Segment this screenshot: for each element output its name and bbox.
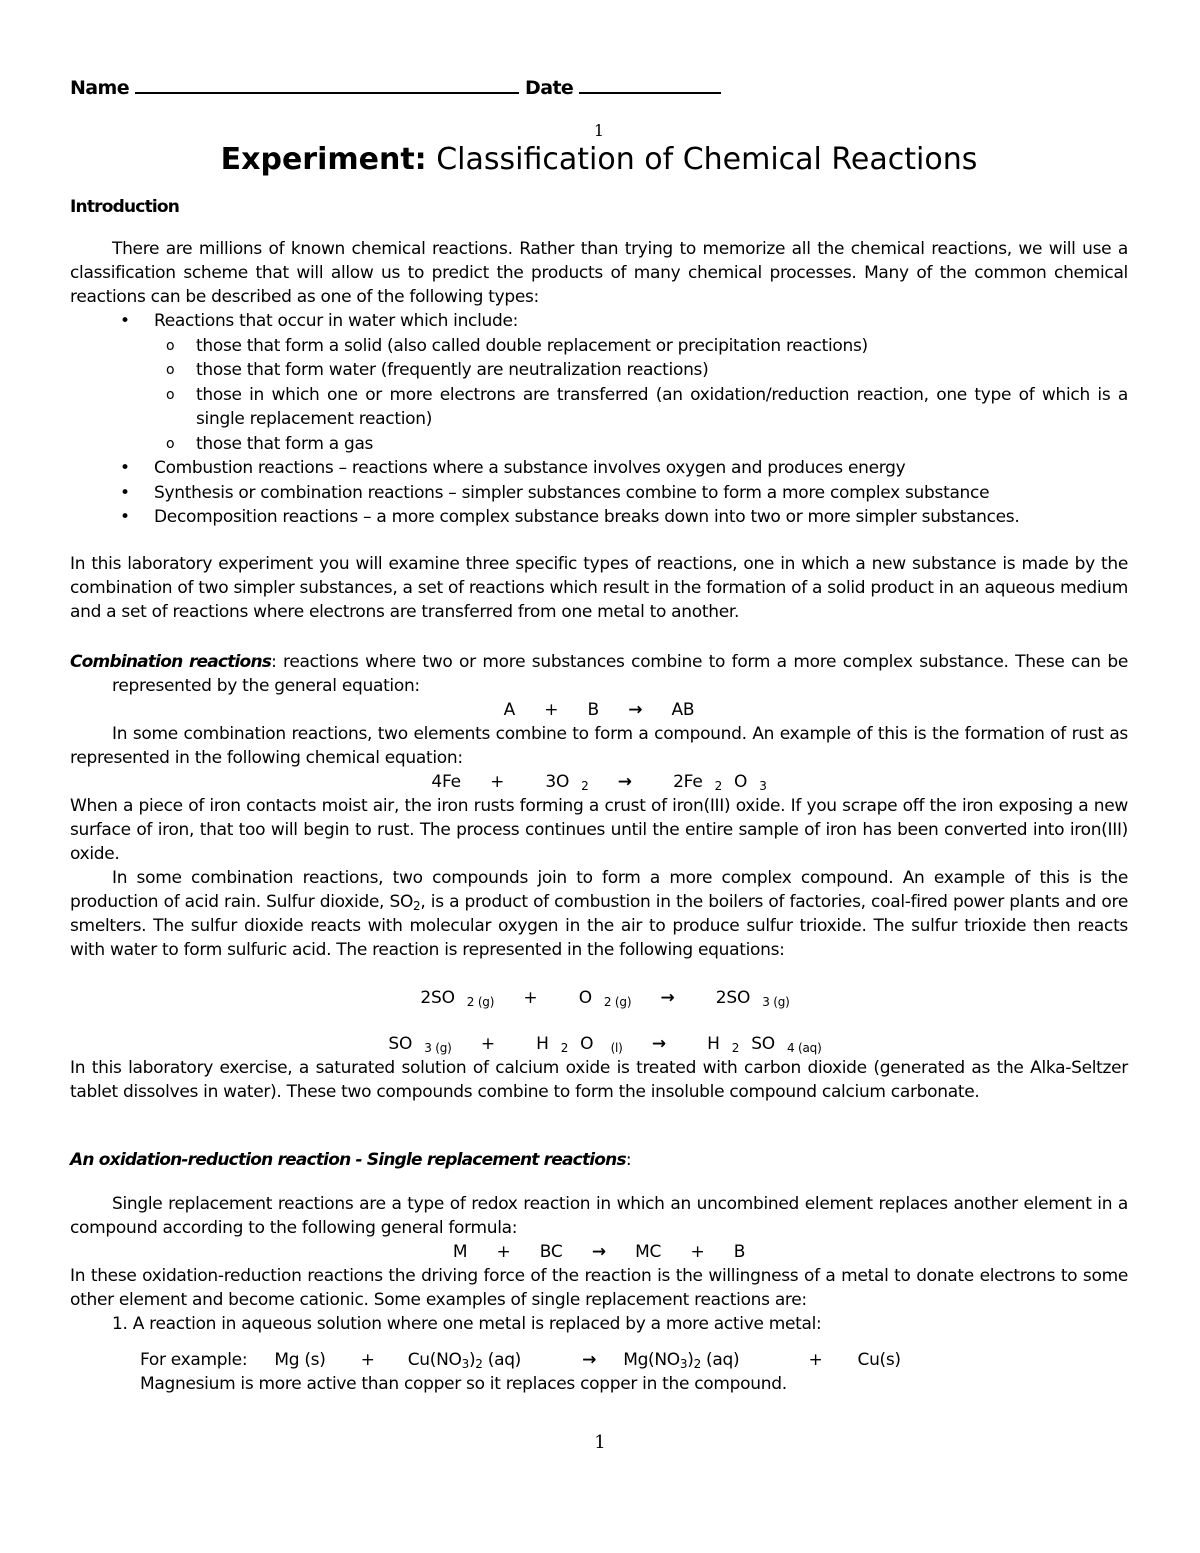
combination-heading: Combination reactions <box>70 651 272 672</box>
date-label: Date <box>525 77 574 99</box>
reaction-types-list <box>70 309 1128 530</box>
redox-item-1: 1. A reaction in aqueous solution where one metal is replaced by a more active metal: <box>112 1313 822 1334</box>
list-item: • Reactions that occur in water which include: o those that form a solid (also called double replacement or precipitation reactions) o those that form water (frequently are neutralization reactions) o those in which one or more electrons are transferred (an oxidation/reduction reaction, one type of which is a single replacement reaction) o those that form a gas <box>118 309 1128 456</box>
combination-intro: Combination reactions: reactions where two or more substances combine to form a more complex substance. These can be represented by the general equation: <box>70 651 1128 696</box>
example-note: Magnesium is more active than copper so it replaces copper in the compound. <box>140 1373 787 1394</box>
name-blank[interactable] <box>135 74 519 94</box>
intro-paragraph-1: There are millions of known chemical reactions. Rather than trying to memorize all the chemical reactions, we will use a classification scheme that will allow us to predict the products of many chemical processes. Many of the common chemical reactions can be described as one of the following types: <box>70 239 1128 307</box>
combination-paragraph-4: In this laboratory exercise, a saturated solution of calcium oxide is treated with carbon dioxide (generated as the Alka-Seltzer tablet dissolves in water). These two compounds combine to form the insoluble compound calcium carbonate. <box>70 1057 1128 1102</box>
redox-paragraph-2: In these oxidation-reduction reactions the driving force of the reaction is the willingness of a metal to donate electrons to some other element and become cationic. Some examples of single replacement reactions are: <box>70 1265 1128 1310</box>
list-item: • Combustion reactions – reactions where a substance involves oxygen and produces energy <box>118 456 1128 481</box>
redox-general-equation: M + BC → MC + B <box>452 1241 746 1262</box>
arrow-icon: → <box>617 771 632 792</box>
rust-equation: 4Fe + 3O $_2$ → 2Fe $_2$ O $_3$ <box>431 771 767 793</box>
combination-paragraph-1: In some combination reactions, two elements combine to form a compound. An example of this is the formation of rust as represented in the following chemical equation: <box>70 723 1128 768</box>
list-item: o those that form a gas <box>160 432 1128 457</box>
arrow-icon: → <box>660 987 675 1008</box>
redox-paragraph-1: Single replacement reactions are a type of redox reaction in which an uncombined element replaces another element in a compound according to the following general formula: <box>70 1193 1128 1238</box>
footer-page-number: 1 <box>594 1432 606 1453</box>
combination-paragraph-2: When a piece of iron contacts moist air, the iron rusts forming a crust of iron(III) oxide. If you scrape off the iron exposing a new surface of iron, that too will begin to rust. The process continues until the entire sample of iron has been converted into iron(III) oxide. <box>70 795 1128 864</box>
sulfur-equation-2: SO $_{3 (g)}$ + H $_2$ O $_{(l)}$ → H $_2$ SO $_{4 (aq)}$ <box>388 1033 822 1055</box>
page-title <box>70 142 1128 177</box>
intro-paragraph-2: In this laboratory experiment you will examine three specific types of reactions, one in which a new substance is made by the combination of two simpler substances, a set of reactions which result in the formation of a solid product in an aqueous medium and a set of reactions where electrons are transferred from one metal to another. <box>70 553 1129 622</box>
list-item: o those that form water (frequently are neutralization reactions) <box>160 358 1128 383</box>
arrow-icon: → <box>651 1033 666 1054</box>
name-date-line <box>70 74 1128 99</box>
list-item: • Decomposition reactions – a more complex substance breaks down into two or more simpler substances. <box>118 505 1128 530</box>
list-item: o those in which one or more electrons are transferred (an oxidation/reduction reaction, one type of which is a single replacement reaction) <box>160 383 1128 432</box>
title-bold: Experiment: <box>220 142 427 177</box>
example-label: For example: <box>140 1349 248 1370</box>
list-item: o those that form a solid (also called double replacement or precipitation reactions) <box>160 334 1128 359</box>
date-blank[interactable] <box>579 74 721 94</box>
document-page <box>70 70 1128 1396</box>
list-item: • Synthesis or combination reactions – simpler substances combine to form a more complex substance <box>118 481 1128 506</box>
sulfur-equation-1: 2SO $_{2 (g)}$ + O $_{2 (g)}$ → 2SO $_{3 (g)}$ <box>420 987 790 1009</box>
combination-general-equation: A + B → AB <box>503 699 695 720</box>
top-page-number: 1 <box>593 121 605 140</box>
redox-heading-line: An oxidation-reduction reaction - Single replacement reactions: <box>70 1149 632 1170</box>
arrow-icon: → <box>582 1349 597 1370</box>
redox-heading: An oxidation-reduction reaction - Single replacement reactions <box>70 1149 626 1170</box>
intro-heading: Introduction <box>70 197 180 217</box>
title-text: Classification of Chemical Reactions <box>426 142 978 177</box>
example-equation: For example: Mg $(s) + Cu(NO_3)_2$ $(aq) \to Mg(NO_3)_2$ (aq) + Cu(s) <box>140 1349 901 1371</box>
water-reactions-sublist <box>154 334 1128 457</box>
name-label: Name <box>70 77 130 99</box>
arrow-icon: → <box>591 1241 606 1262</box>
combination-paragraph-3: In some combination reactions, two compounds join to form a more complex compound. An example of this is the production of acid rain. Sulfur dioxide, $SO_2$, is a product of combustion in the boilers of factories, coal-fired power plants and ore smelters. The sulfur dioxide reacts with molecular oxygen in the air to produce sulfur trioxide. The sulfur trioxide then reacts with water to form sulfuric acid. The reaction is represented in the following equations: <box>70 867 1129 960</box>
arrow-icon: → <box>628 699 643 720</box>
